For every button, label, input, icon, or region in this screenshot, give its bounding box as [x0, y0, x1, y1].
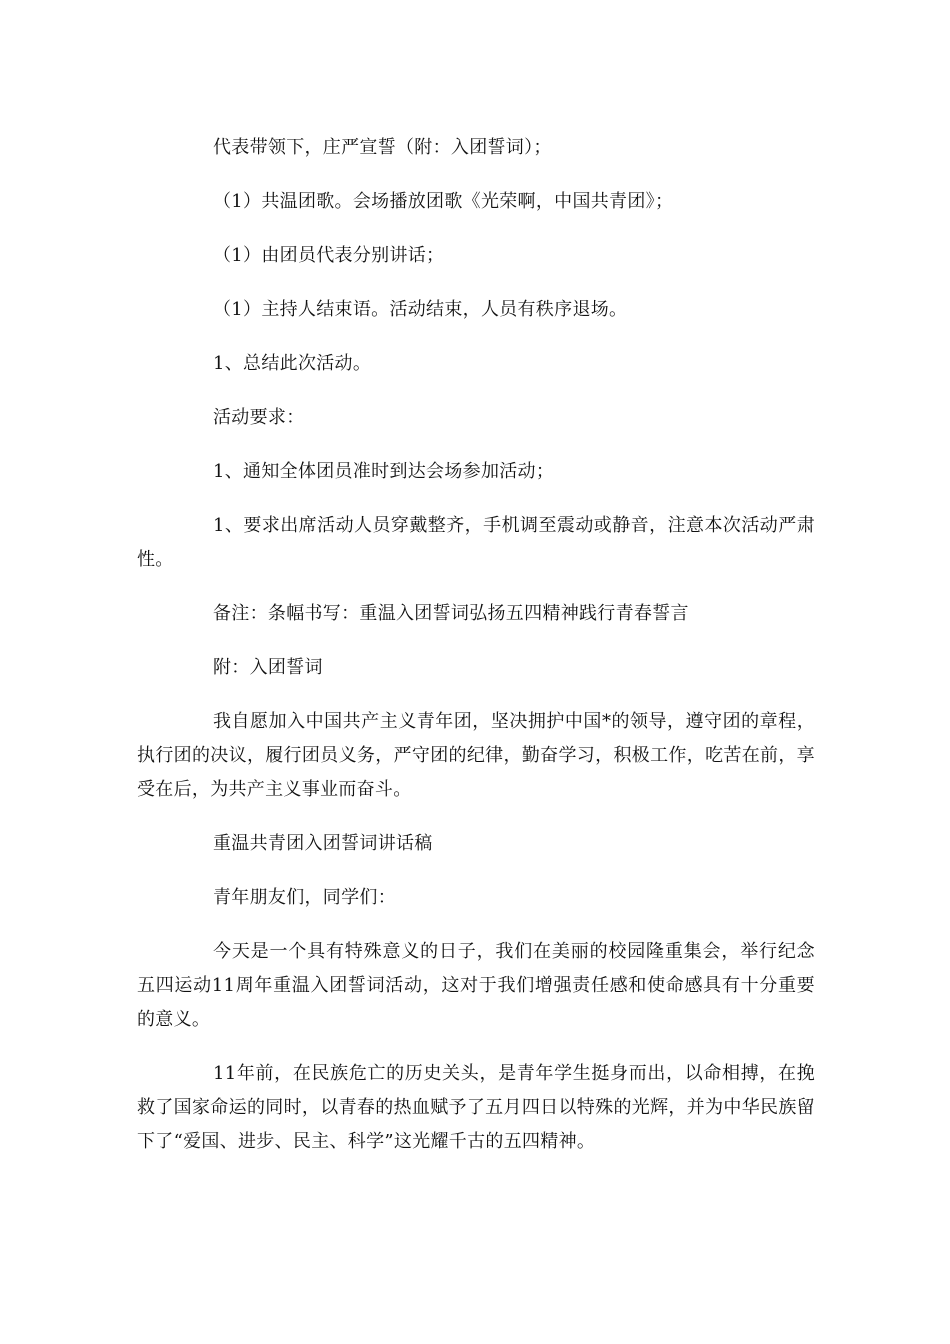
paragraph-oath-text: 我自愿加入中国共产主义青年团，坚决拥护中国*的领导，遵守团的章程，执行团的决议，履行团员义务，严守团的纪律，勤奋学习，积极工作，吃苦在前，享受在后，为共产主义事业而奋斗。 [137, 711, 815, 800]
paragraph-speech-intro: 今天是一个具有特殊意义的日子，我们在美丽的校园隆重集会，举行纪念五四运动11周年重温入团誓词活动，这对于我们增强责任感和使命感具有十分重要的意义。 [137, 941, 815, 1030]
paragraph-banner-note: 备注：条幅书写：重温入团誓词弘扬五四精神践行青春誓言 [213, 603, 689, 624]
document-body [137, 131, 815, 1179]
paragraph-requirement-notify: 1、通知全体团员准时到达会场参加活动； [213, 461, 555, 482]
paragraph-summary: 1、总结此次活动。 [213, 353, 372, 374]
paragraph-member-speech: （1）由团员代表分别讲话； [213, 245, 445, 266]
paragraph-oath-heading: 附：入团誓词 [213, 657, 323, 678]
paragraph-oath-lead: 代表带领下，庄严宣誓（附：入团誓词）； [213, 137, 552, 158]
paragraph-host-closing: （1）主持人结束语。活动结束，人员有秩序退场。 [213, 299, 628, 320]
paragraph-requirement-dress: 1、要求出席活动人员穿戴整齐，手机调至震动或静音，注意本次活动严肃性。 [137, 515, 815, 570]
paragraph-greeting: 青年朋友们，同学们： [213, 887, 396, 908]
paragraph-sing-anthem: （1）共温团歌。会场播放团歌《光荣啊，中国共青团》； [213, 191, 674, 212]
paragraph-speech-title: 重温共青团入团誓词讲话稿 [213, 833, 433, 854]
paragraph-speech-history: 11年前，在民族危亡的历史关头，是青年学生挺身而出，以命相搏，在挽救了国家命运的同时，以青春的热血赋予了五月四日以特殊的光辉，并为中华民族留下了“爱国、进步、民主、科学”这光耀千古的五四精神。 [137, 1063, 815, 1152]
paragraph-requirements-heading: 活动要求： [213, 407, 305, 428]
